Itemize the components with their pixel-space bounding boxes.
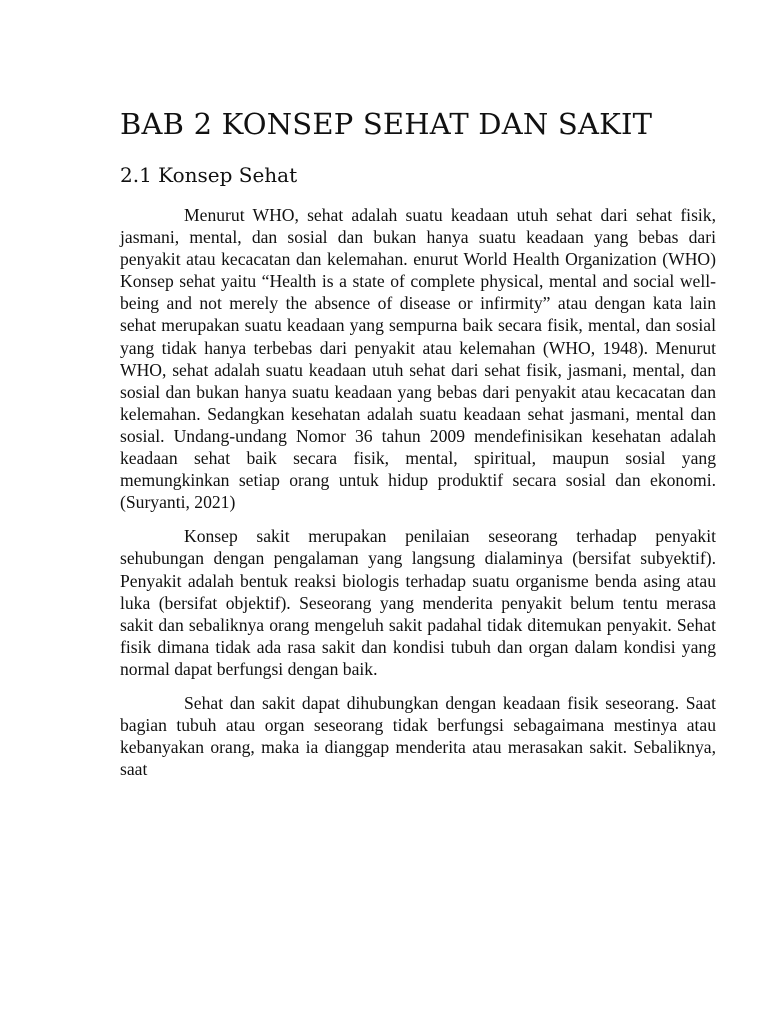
document-page — [120, 104, 716, 780]
paragraph-sehat-dan-sakit: Sehat dan sakit dapat dihubungkan dengan keadaan fisik seseorang. Saat bagian tubuh atau organ seseorang tidak berfungsi sebagaimana mestinya atau kebanyakan orang, maka ia dianggap menderita atau merasakan sakit. Sebaliknya, saat — [120, 692, 716, 780]
chapter-title: BAB 2 KONSEP SEHAT DAN SAKIT — [120, 107, 653, 141]
paragraph-konsep-sehat: Menurut WHO, sehat adalah suatu keadaan utuh sehat dari sehat fisik, jasmani, mental, dan sosial dan bukan hanya suatu keadaan yang bebas dari penyakit atau kecacatan dan kelemahan. enurut World Health Organization (WHO) Konsep sehat yaitu “Health is a state of complete physical, mental and social well-being and not merely the absence of disease or infirmity” atau dengan kata lain sehat merupakan suatu keadaan yang sempurna baik secara fisik, mental, dan sosial yang tidak hanya terbebas dari penyakit atau kelemahan (WHO, 1948). Menurut WHO, sehat adalah suatu keadaan utuh sehat dari sehat fisik, jasmani, mental, dan sosial dan bukan hanya suatu keadaan yang bebas dari penyakit atau kecacatan dan kelemahan. Sedangkan kesehatan adalah suatu keadaan sehat jasmani, mental dan sosial. Undang-undang Nomor 36 tahun 2009 mendefinisikan kesehatan adalah keadaan sehat baik secara fisik, mental, spiritual, maupun sosial yang memungkinkan setiap orang untuk hidup produktif secara sosial dan ekonomi.(Suryanti, 2021) — [120, 205, 716, 513]
section-heading: 2.1 Konsep Sehat — [120, 163, 298, 187]
paragraph-konsep-sakit: Konsep sakit merupakan penilaian seseorang terhadap penyakit sehubungan dengan pengalaman yang langsung dialaminya (bersifat subyektif). Penyakit adalah bentuk reaksi biologis terhadap suatu organisme benda asing atau luka (bersifat objektif). Seseorang yang menderita penyakit belum tentu merasa sakit dan sebaliknya orang mengeluh sakit padahal tidak ditemukan penyakit. Sehat fisik dimana tidak ada rasa sakit dan kondisi tubuh dan organ dalam kondisi yang normal dapat berfungsi dengan baik. — [120, 526, 716, 679]
